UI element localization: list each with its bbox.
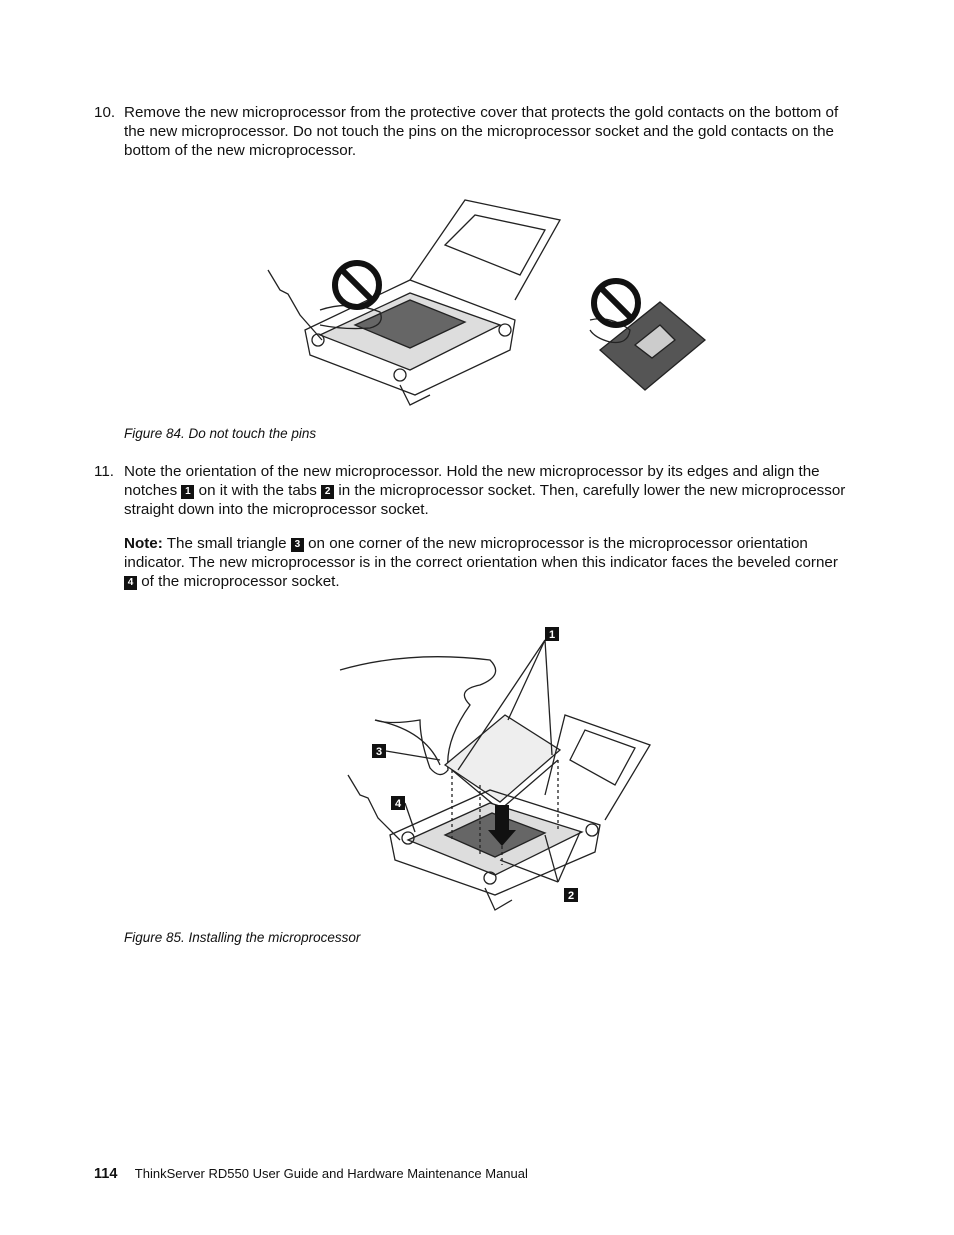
step-10 [94,103,854,160]
figure-85-illustration [330,620,670,915]
step-text: Note the orientation of the new microprocessor. Hold the new microprocessor by its edges and align the notches 1 on it with the tabs 2 in the microprocessor socket. Then, carefully lower the new microprocessor straight down into the microprocessor socket. [124,463,846,518]
step-text: Remove the new microprocessor from the protective cover that protects the gold contacts on the bottom of the new microprocessor. Do not touch the pins on the microprocessor socket and the gold contacts on the bottom of the new microprocessor. [124,104,839,159]
note-label: Note: [124,535,163,552]
fig-callout-1: 1 [548,629,556,641]
figure-84-illustration [260,190,720,410]
fig-callout-3: 3 [375,746,383,758]
figure-84-caption: Figure 84. Do not touch the pins [124,426,317,441]
document-title: ThinkServer RD550 User Guide and Hardware Maintenance Manual [134,1166,528,1181]
figure-85-caption: Figure 85. Installing the microprocessor [124,930,361,945]
callout-2: 2 [321,485,334,499]
page-footer [94,1166,528,1182]
page-number: 114 [94,1166,118,1182]
callout-4: 4 [124,576,137,590]
callout-1: 1 [181,485,194,499]
fig-callout-2: 2 [567,890,575,902]
step-number: 10. [94,104,116,121]
fig-callout-4: 4 [394,798,402,810]
callout-3: 3 [291,538,304,552]
note: Note: The small triangle 3 on one corner of the new microprocessor is the microprocessor orientation indicator. The new microprocessor is in the correct orientation when this indicator faces the beveled corner 4 of the microprocessor socket. [124,535,838,590]
step-number: 11. [94,463,114,480]
step-11 [94,462,854,519]
